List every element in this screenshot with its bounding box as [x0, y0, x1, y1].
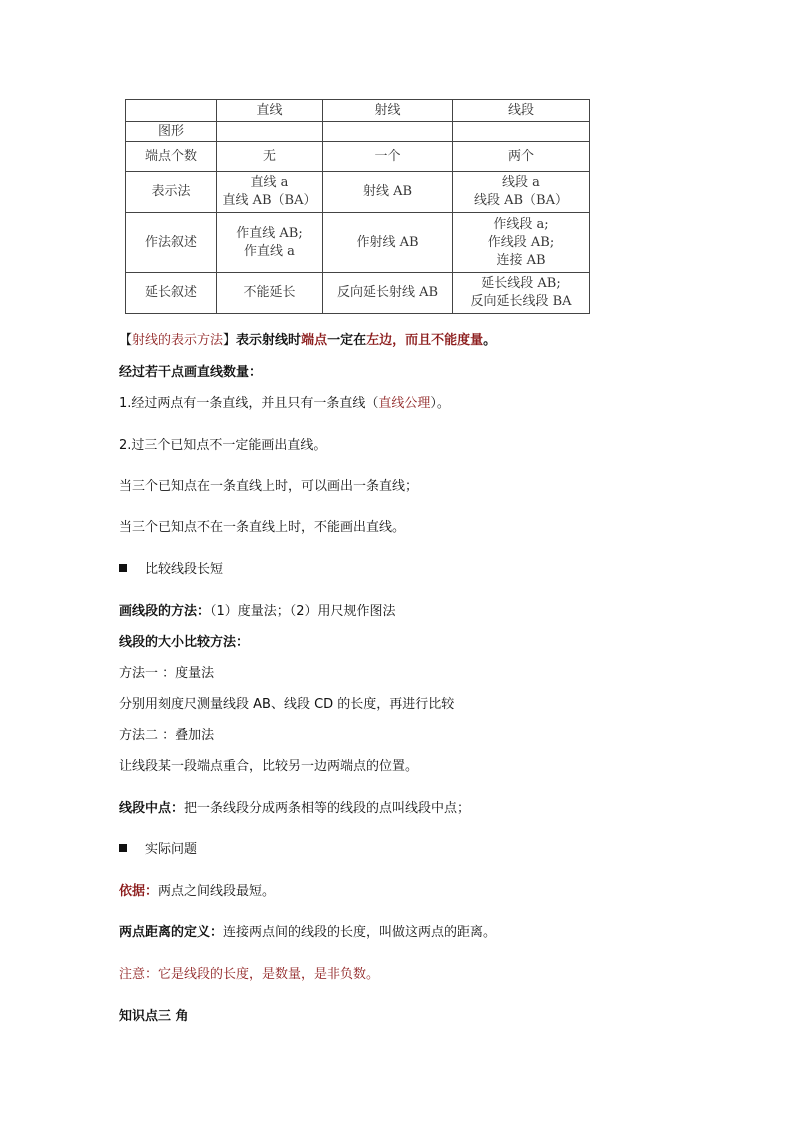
line-axiom-term: 直线公理 — [378, 396, 431, 411]
draw-method-line: 画线段的方法：（1）度量法；（2）用尺规作图法 — [119, 604, 396, 619]
section-compare-heading: 比较线段长短 — [119, 560, 223, 580]
compare-methods-heading: 线段的大小比较方法： — [119, 635, 250, 650]
table-cell: 两个 — [453, 142, 590, 172]
table-cell — [453, 122, 590, 142]
midpoint-definition: 线段中点：把一条线段分成两条相等的线段的点叫线段中点； — [119, 801, 471, 816]
table-cell — [323, 122, 453, 142]
table-header-cell — [126, 100, 217, 122]
method-one-desc: 分别用刻度尺测量线段 AB、线段 CD 的长度，再进行比较 — [119, 697, 455, 712]
table-row — [126, 142, 590, 172]
note-line: 注意：它是线段的长度，是数量，是非负数。 — [119, 967, 380, 982]
table-cell: 线段 a 线段 AB（BA） — [453, 172, 590, 213]
method-two: 方法二 ：叠加法 — [119, 728, 215, 743]
table-cell: 不能延长 — [217, 273, 323, 314]
table-cell: 直线 a 直线 AB（BA） — [217, 172, 323, 213]
ray-note-title: 射线的表示方法 — [132, 333, 224, 348]
table-row — [126, 213, 590, 273]
knowledge-point-heading: 知识点三 角 — [119, 1009, 189, 1024]
item-three-points: 2.过三个已知点不一定能画出直线。 — [119, 438, 327, 453]
row-label: 作法叙述 — [126, 213, 217, 273]
table-row — [126, 172, 590, 213]
item-non-collinear: 当三个已知点不在一条直线上时，不能画出直线。 — [119, 520, 406, 535]
table-header-row — [126, 100, 590, 122]
table-cell: 延长线段 AB; 反向延长线段 BA — [453, 273, 590, 314]
table-cell: 作射线 AB — [323, 213, 453, 273]
row-label: 图形 — [126, 122, 217, 142]
item-collinear: 当三个已知点在一条直线上时，可以画出一条直线； — [119, 479, 419, 494]
table-cell: 一个 — [323, 142, 453, 172]
lines-count-heading: 经过若干点画直线数量： — [119, 365, 263, 380]
square-bullet-icon — [119, 844, 127, 852]
item-two-points: 1.经过两点有一条直线，并且只有一条直线（直线公理）。 — [119, 396, 450, 411]
table-header-cell: 射线 — [323, 100, 453, 122]
section-practical-heading: 实际问题 — [119, 840, 197, 860]
table-cell: 反向延长射线 AB — [323, 273, 453, 314]
ray-notation-note: 【射线的表示方法】表示射线时端点一定在左边，而且不能度量。 — [119, 333, 497, 348]
table-cell: 射线 AB — [323, 172, 453, 213]
row-label: 表示法 — [126, 172, 217, 213]
basis-line: 依据：两点之间线段最短。 — [119, 884, 276, 899]
table-cell: 作线段 a; 作线段 AB; 连接 AB — [453, 213, 590, 273]
method-one: 方法一 ：度量法 — [119, 666, 215, 681]
table-cell: 作直线 AB; 作直线 a — [217, 213, 323, 273]
square-bullet-icon — [119, 564, 127, 572]
table-cell — [217, 122, 323, 142]
row-label: 端点个数 — [126, 142, 217, 172]
comparison-table — [125, 99, 590, 314]
table-row — [126, 122, 590, 142]
table-header-cell: 线段 — [453, 100, 590, 122]
method-two-desc: 让线段某一段端点重合，比较另一边两端点的位置。 — [119, 759, 419, 774]
table-cell: 无 — [217, 142, 323, 172]
distance-definition: 两点距离的定义：连接两点间的线段的长度，叫做这两点的距离。 — [119, 925, 497, 940]
table-header-cell: 直线 — [217, 100, 323, 122]
table-row — [126, 273, 590, 314]
row-label: 延长叙述 — [126, 273, 217, 314]
